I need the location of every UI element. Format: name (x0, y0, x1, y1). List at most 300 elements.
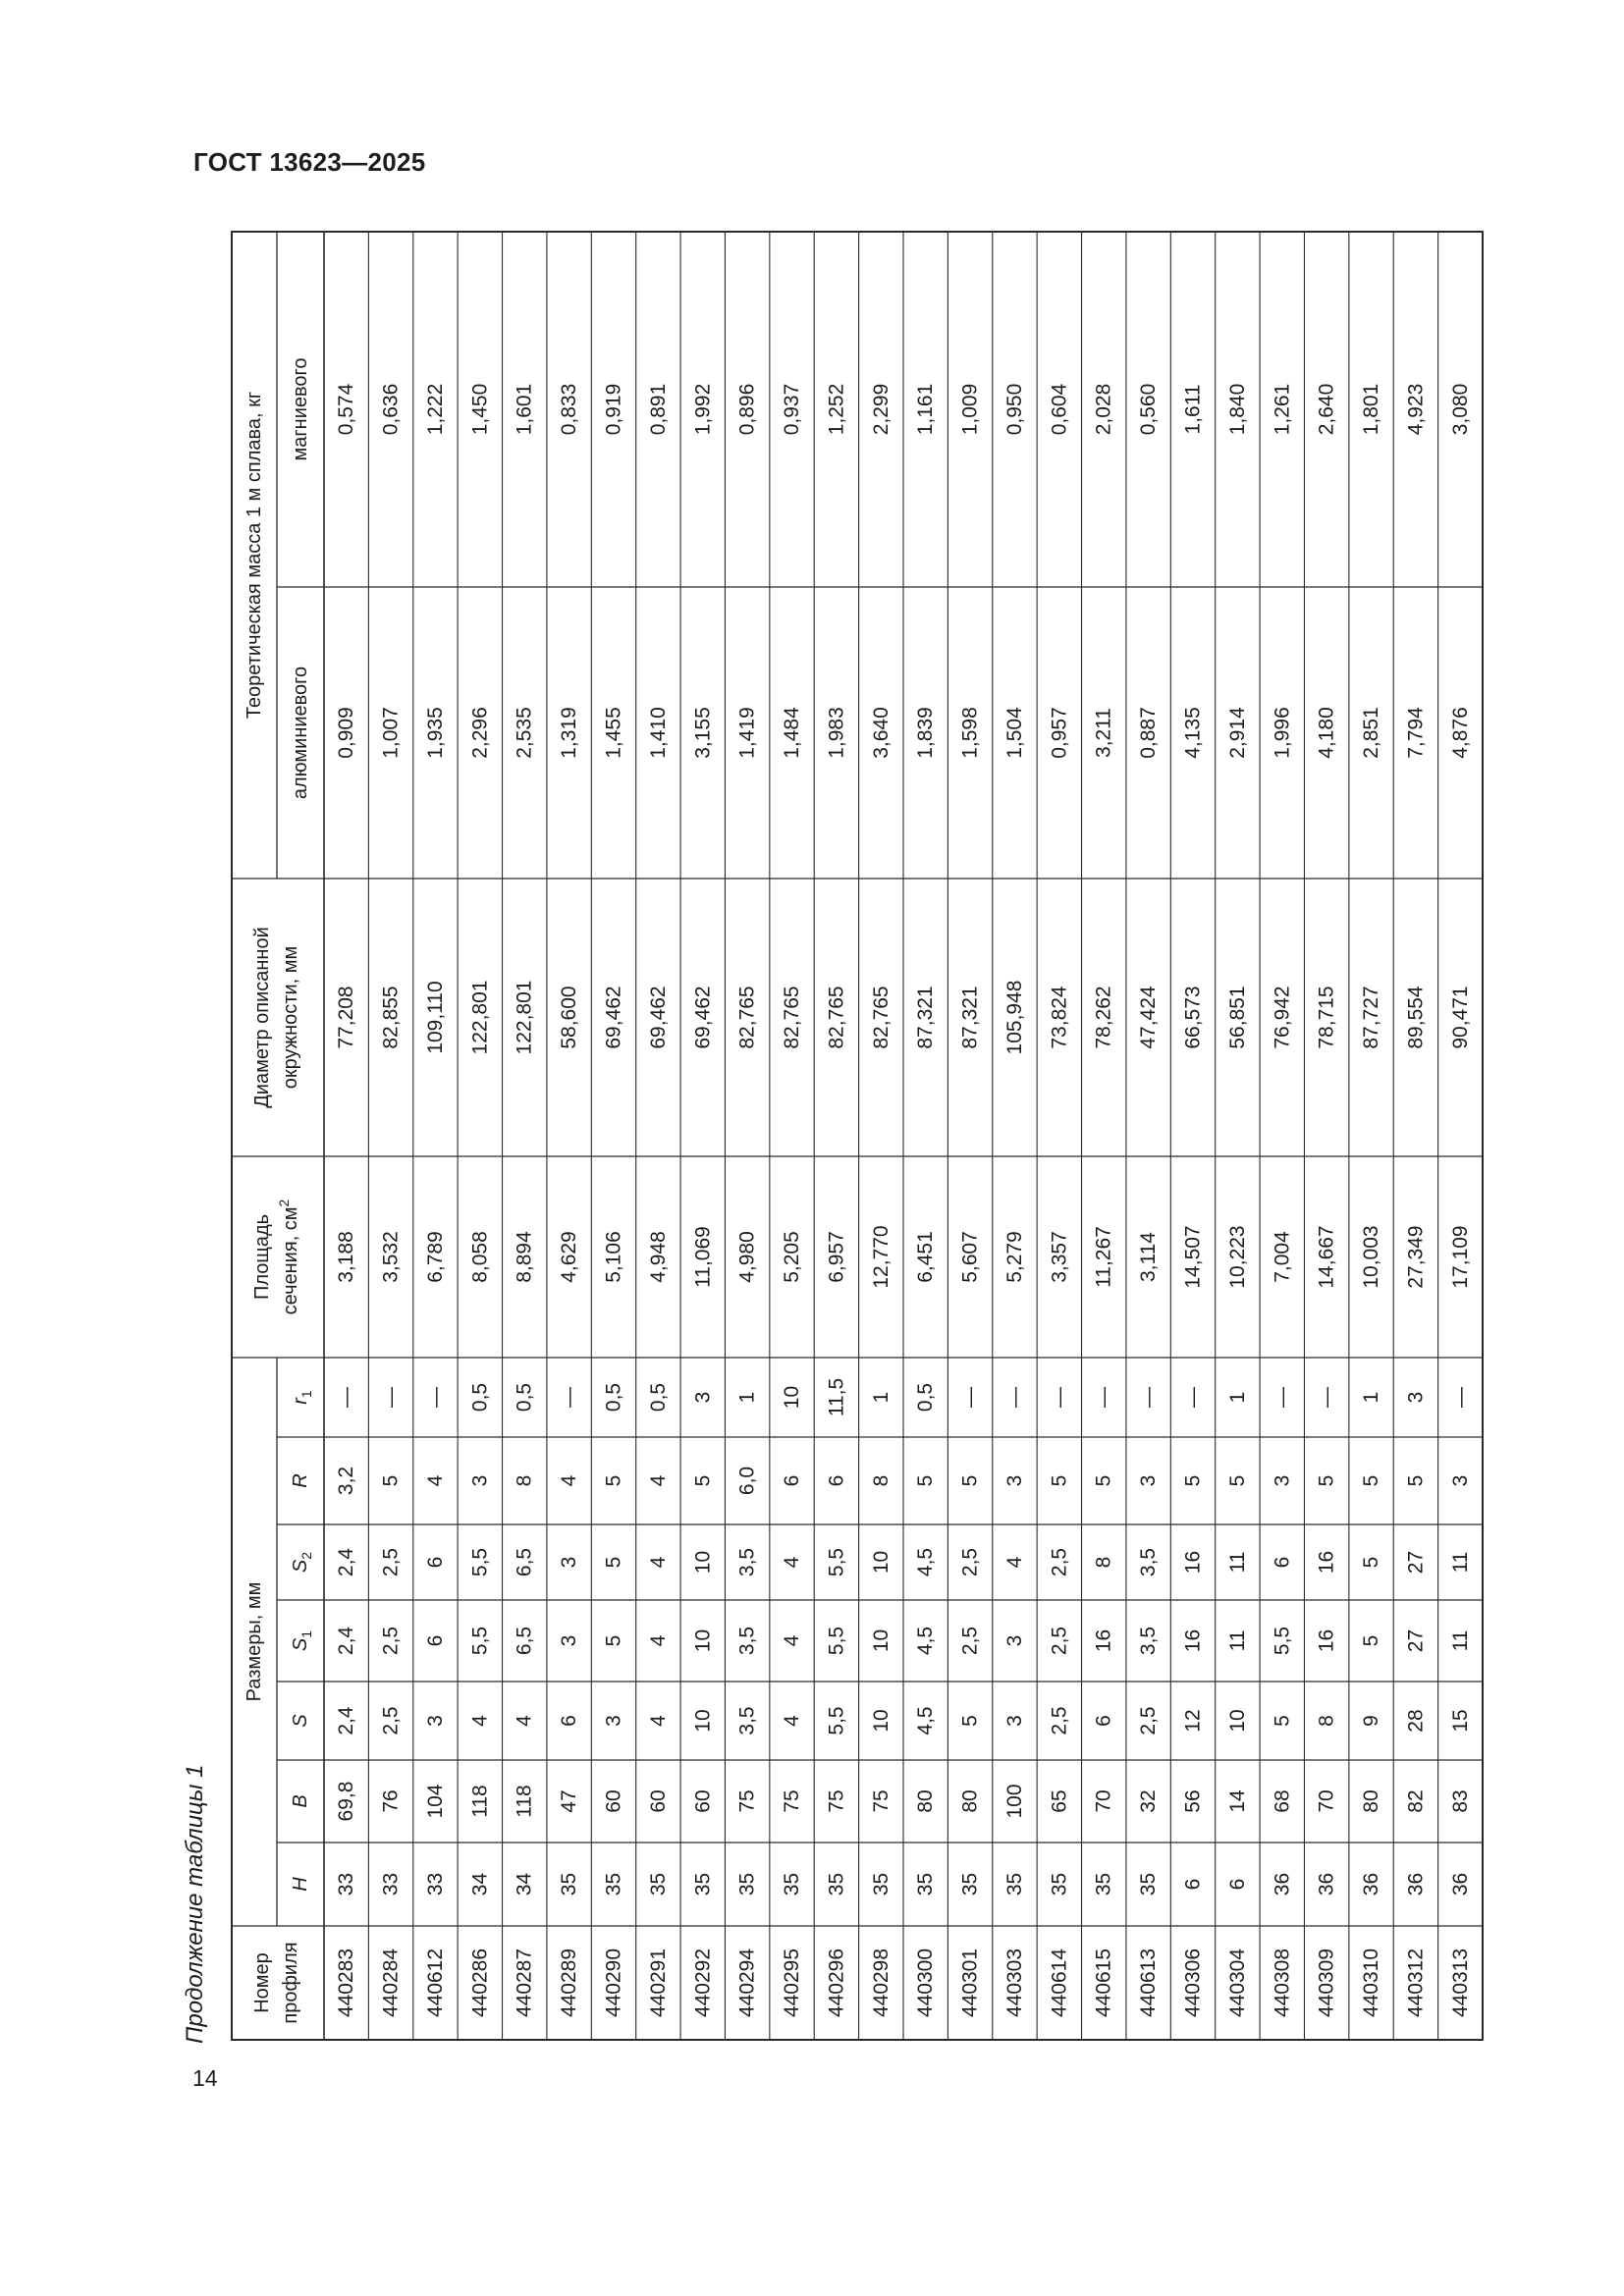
cell-B: 56 (1181, 1789, 1205, 1813)
cell-mass-aluminium: 1,504 (1002, 707, 1026, 759)
cell-H: 35 (1048, 1872, 1071, 1896)
cell-S2: 3 (558, 1556, 581, 1569)
header-diameter-line2: окружности, мм (280, 945, 301, 1090)
cell-profile-number: 440615 (1092, 1948, 1115, 2018)
cell-R: 3 (1271, 1474, 1294, 1487)
cell-S: 2,5 (1137, 1706, 1161, 1735)
header-r1 (290, 1390, 314, 1405)
cell-H: 34 (468, 1872, 492, 1896)
cell-B: 100 (1002, 1784, 1026, 1819)
cell-mass-aluminium: 2,851 (1360, 707, 1383, 759)
header-mass-aluminium: алюминиевого (290, 666, 311, 800)
cell-R: 5 (1404, 1474, 1428, 1487)
cell-area: 4,629 (558, 1231, 581, 1283)
cell-S2: 2,5 (379, 1547, 403, 1577)
cell-r1: 11,5 (825, 1377, 848, 1417)
cell-S1: 5,5 (825, 1626, 848, 1656)
cell-B: 75 (735, 1789, 759, 1813)
cell-S: 5,5 (825, 1706, 848, 1735)
cell-profile-number: 440296 (825, 1948, 848, 2018)
cell-R: 5 (691, 1474, 715, 1487)
cell-diameter: 82,765 (781, 986, 804, 1049)
cell-R: 5 (1181, 1474, 1205, 1487)
cell-H: 35 (691, 1872, 715, 1896)
cell-S2: 5 (602, 1556, 625, 1569)
cell-B: 104 (423, 1784, 447, 1819)
cell-diameter: 82,765 (735, 986, 759, 1049)
cell-S: 2,5 (379, 1706, 403, 1735)
cell-diameter: 82,765 (825, 986, 848, 1049)
page-number: 14 (192, 2065, 218, 2091)
cell-S: 10 (1225, 1709, 1249, 1733)
cell-area: 6,451 (914, 1231, 938, 1283)
cell-diameter: 58,600 (558, 986, 581, 1049)
cell-mass-magnesium: 1,992 (691, 383, 715, 436)
cell-B: 14 (1225, 1789, 1249, 1813)
header-r1-base: r (290, 1398, 311, 1405)
cell-S: 10 (869, 1709, 893, 1733)
cell-S: 3 (602, 1715, 625, 1727)
cell-r1: — (1315, 1387, 1338, 1408)
cell-mass-magnesium: 1,261 (1271, 383, 1294, 436)
cell-profile-number: 440612 (423, 1948, 447, 2018)
cell-mass-aluminium: 4,876 (1448, 707, 1472, 759)
cell-H: 35 (825, 1872, 848, 1896)
cell-S2: 6,5 (513, 1547, 536, 1577)
cell-mass-aluminium: 1,484 (781, 707, 804, 759)
cell-B: 75 (825, 1789, 848, 1813)
cell-area: 5,279 (1002, 1231, 1026, 1283)
cell-r1: 1 (1360, 1391, 1383, 1404)
cell-S1: 5 (602, 1634, 625, 1647)
cell-S2: 5,5 (825, 1547, 848, 1577)
cell-mass-magnesium: 0,891 (646, 383, 670, 436)
cell-mass-aluminium: 1,983 (825, 707, 848, 759)
cell-mass-magnesium: 0,896 (735, 383, 759, 436)
cell-area: 5,106 (602, 1231, 625, 1283)
cell-area: 14,507 (1181, 1225, 1205, 1289)
cell-S1: 2,5 (958, 1626, 982, 1656)
cell-mass-aluminium: 1,598 (958, 707, 982, 759)
cell-r1: — (1092, 1387, 1115, 1408)
cell-B: 80 (958, 1789, 982, 1813)
cell-diameter: 105,948 (1002, 980, 1026, 1055)
cell-area: 4,980 (735, 1231, 759, 1283)
cell-S: 15 (1448, 1709, 1472, 1733)
cell-mass-magnesium: 1,450 (468, 383, 492, 436)
cell-diameter: 82,765 (869, 986, 893, 1049)
cell-r1: 0,5 (646, 1382, 670, 1413)
cell-S: 3,5 (735, 1706, 759, 1735)
cell-S1: 5,5 (468, 1626, 492, 1656)
cell-B: 60 (646, 1789, 670, 1813)
cell-area: 6,789 (423, 1231, 447, 1283)
cell-H: 35 (869, 1872, 893, 1896)
cell-S: 2,5 (1048, 1706, 1071, 1735)
cell-area: 11,069 (691, 1226, 715, 1288)
cell-diameter: 56,851 (1225, 986, 1249, 1049)
cell-mass-aluminium: 1,996 (1271, 707, 1294, 759)
cell-S: 9 (1360, 1715, 1383, 1727)
cell-profile-number: 440301 (958, 1948, 982, 2018)
cell-S1: 3 (558, 1634, 581, 1647)
cell-S2: 4 (781, 1556, 804, 1569)
cell-mass-magnesium: 4,923 (1404, 383, 1428, 436)
cell-R: 8 (513, 1474, 536, 1487)
table-caption: Продолжение таблицы 1 (182, 1764, 208, 2044)
cell-mass-aluminium: 2,914 (1225, 707, 1249, 759)
cell-mass-magnesium: 0,560 (1137, 383, 1161, 436)
cell-H: 35 (646, 1872, 670, 1896)
cell-R: 6,0 (735, 1466, 759, 1496)
cell-mass-aluminium: 7,794 (1404, 707, 1428, 759)
cell-S2: 6 (1271, 1556, 1294, 1569)
cell-mass-magnesium: 1,801 (1360, 383, 1383, 436)
cell-S: 6 (1092, 1715, 1115, 1727)
document-header: ГОСТ 13623—2025 (193, 147, 426, 177)
cell-R: 6 (825, 1474, 848, 1487)
cell-r1: — (1137, 1387, 1161, 1408)
cell-profile-number: 440304 (1225, 1948, 1249, 2018)
cell-mass-aluminium: 2,535 (513, 707, 536, 759)
cell-diameter: 69,462 (691, 986, 715, 1049)
cell-profile-number: 440294 (735, 1948, 759, 2018)
cell-mass-magnesium: 0,833 (558, 383, 581, 436)
cell-B: 76 (379, 1789, 403, 1813)
cell-B: 70 (1315, 1789, 1338, 1813)
cell-H: 6 (1225, 1878, 1249, 1891)
cell-area: 8,058 (468, 1231, 492, 1283)
table-frame (232, 232, 1483, 2040)
cell-S2: 4,5 (914, 1547, 938, 1577)
header-B: B (290, 1794, 311, 1808)
cell-area: 3,357 (1048, 1231, 1071, 1283)
header-H: H (290, 1877, 311, 1892)
cell-R: 5 (1048, 1474, 1071, 1487)
cell-S2: 4 (646, 1556, 670, 1569)
cell-S: 4 (781, 1715, 804, 1727)
cell-S1: 4 (646, 1634, 670, 1647)
cell-H: 36 (1315, 1872, 1338, 1896)
cell-diameter: 109,110 (423, 981, 447, 1054)
cell-H: 36 (1360, 1872, 1383, 1896)
cell-profile-number: 440283 (335, 1948, 358, 2018)
cell-area: 12,770 (869, 1225, 893, 1289)
cell-profile-number: 440309 (1315, 1948, 1338, 2018)
cell-mass-magnesium: 0,937 (781, 383, 804, 436)
cell-S: 3 (1002, 1715, 1026, 1727)
cell-area: 5,205 (781, 1231, 804, 1283)
cell-S2: 16 (1315, 1550, 1338, 1575)
cell-profile-number: 440306 (1181, 1948, 1205, 2018)
cell-S: 5 (958, 1715, 982, 1727)
cell-B: 32 (1137, 1789, 1161, 1813)
cell-r1: — (1448, 1387, 1472, 1408)
cell-R: 4 (558, 1474, 581, 1487)
cell-area: 10,003 (1360, 1225, 1383, 1289)
cell-R: 5 (1092, 1474, 1115, 1487)
cell-mass-aluminium: 0,909 (335, 707, 358, 759)
header-S2-subscript: 2 (298, 1551, 314, 1560)
cell-H: 35 (558, 1872, 581, 1896)
cell-mass-magnesium: 2,640 (1315, 383, 1338, 436)
header-S2-base: S (290, 1559, 311, 1574)
cell-B: 69,8 (335, 1781, 358, 1822)
cell-mass-magnesium: 0,604 (1048, 383, 1071, 436)
cell-B: 118 (468, 1785, 492, 1818)
cell-r1: — (558, 1387, 581, 1408)
cell-H: 36 (1448, 1872, 1472, 1896)
cell-r1: — (1181, 1387, 1205, 1408)
cell-area: 3,532 (379, 1231, 403, 1283)
cell-mass-aluminium: 1,410 (646, 707, 670, 759)
cell-S2: 8 (1092, 1556, 1115, 1569)
cell-B: 82 (1404, 1789, 1428, 1813)
cell-r1: — (379, 1387, 403, 1408)
cell-area: 8,894 (513, 1231, 536, 1283)
cell-H: 35 (914, 1872, 938, 1896)
header-area-superscript: 2 (276, 1199, 292, 1207)
cell-profile-number: 440300 (914, 1948, 938, 2018)
cell-S: 2,4 (335, 1706, 358, 1735)
cell-diameter: 76,942 (1271, 986, 1294, 1049)
cell-S1: 2,4 (335, 1626, 358, 1656)
cell-S1: 16 (1315, 1629, 1338, 1653)
cell-R: 4 (646, 1474, 670, 1487)
cell-area: 3,188 (335, 1231, 358, 1283)
cell-r1: 10 (781, 1385, 804, 1410)
cell-r1: 0,5 (602, 1382, 625, 1413)
cell-R: 3 (1137, 1474, 1161, 1487)
header-area-line1: Площадь (251, 1213, 273, 1301)
cell-profile-number: 440289 (558, 1948, 581, 2018)
cell-diameter: 90,471 (1448, 986, 1472, 1049)
cell-profile-number: 440313 (1448, 1948, 1472, 2018)
cell-profile-number: 440312 (1404, 1948, 1428, 2018)
cell-S2: 10 (869, 1550, 893, 1575)
header-area-unit: сечения, см (280, 1206, 301, 1315)
cell-B: 118 (513, 1785, 536, 1818)
cell-H: 33 (379, 1872, 403, 1896)
cell-profile-number: 440308 (1271, 1948, 1294, 2018)
cell-R: 3,2 (335, 1466, 358, 1496)
cell-area: 10,223 (1225, 1225, 1249, 1289)
cell-S1: 11 (1225, 1629, 1249, 1652)
cell-S1: 5,5 (1271, 1626, 1294, 1656)
cell-S: 8 (1315, 1715, 1338, 1727)
cell-R: 8 (869, 1474, 893, 1487)
cell-r1: 1 (869, 1391, 893, 1404)
cell-S1: 11 (1448, 1629, 1472, 1652)
cell-H: 33 (335, 1872, 358, 1896)
cell-S1: 16 (1181, 1629, 1205, 1653)
cell-profile-number: 440286 (468, 1948, 492, 2018)
cell-mass-aluminium: 3,211 (1092, 708, 1115, 758)
cell-diameter: 78,715 (1315, 986, 1338, 1049)
cell-S2: 2,5 (958, 1547, 982, 1577)
cell-B: 47 (558, 1789, 581, 1813)
header-mass-magnesium: магниевого (290, 357, 311, 461)
cell-S1: 2,5 (1048, 1626, 1071, 1656)
cell-mass-aluminium: 2,296 (468, 707, 492, 759)
cell-r1: — (423, 1387, 447, 1408)
cell-B: 68 (1271, 1789, 1294, 1813)
cell-profile-number: 440298 (869, 1948, 893, 2018)
cell-diameter: 82,855 (379, 986, 403, 1049)
cell-S1: 27 (1404, 1629, 1428, 1653)
cell-area: 3,114 (1137, 1232, 1161, 1282)
cell-mass-aluminium: 3,640 (869, 707, 893, 759)
cell-S1: 2,5 (379, 1626, 403, 1656)
header-area-line2 (276, 1199, 301, 1314)
cell-mass-magnesium: 0,919 (602, 383, 625, 436)
cell-S2: 5,5 (468, 1547, 492, 1577)
cell-r1: — (335, 1387, 358, 1408)
cell-r1: — (1271, 1387, 1294, 1408)
cell-diameter: 89,554 (1404, 986, 1428, 1049)
cell-S1: 4 (781, 1634, 804, 1647)
cell-mass-aluminium: 3,155 (691, 707, 715, 759)
cell-S: 4 (468, 1715, 492, 1727)
cell-S1: 3,5 (1137, 1626, 1161, 1656)
cell-mass-magnesium: 3,080 (1448, 383, 1472, 436)
cell-H: 35 (735, 1872, 759, 1896)
cell-H: 35 (602, 1872, 625, 1896)
cell-B: 65 (1048, 1789, 1071, 1813)
header-R: R (290, 1473, 311, 1488)
cell-mass-magnesium: 1,840 (1225, 383, 1249, 436)
cell-S2: 3,5 (735, 1547, 759, 1577)
cell-H: 35 (1137, 1872, 1161, 1896)
cell-S: 5 (1271, 1715, 1294, 1727)
cell-diameter: 69,462 (602, 986, 625, 1049)
cell-profile-number: 440613 (1137, 1948, 1161, 2018)
cell-mass-magnesium: 1,601 (513, 383, 536, 436)
cell-profile-number: 440303 (1002, 1948, 1026, 2018)
header-diameter-line1: Диаметр описанной (251, 927, 273, 1108)
cell-profile-number: 440295 (781, 1948, 804, 2018)
cell-B: 83 (1448, 1789, 1472, 1813)
cell-diameter: 66,573 (1181, 986, 1205, 1049)
cell-diameter: 77,208 (335, 986, 358, 1049)
header-mass-group: Теоретическая масса 1 м сплава, кг (244, 391, 265, 720)
cell-r1: 0,5 (513, 1382, 536, 1413)
cell-profile-number: 440284 (379, 1948, 403, 2018)
cell-profile-number: 440287 (513, 1948, 536, 2018)
cell-S2: 10 (691, 1550, 715, 1575)
cell-R: 5 (602, 1474, 625, 1487)
cell-S2: 4 (1002, 1556, 1026, 1569)
cell-profile-number: 440310 (1360, 1948, 1383, 2018)
cell-S: 4 (646, 1715, 670, 1727)
cell-mass-aluminium: 1,319 (558, 707, 581, 759)
cell-S2: 2,5 (1048, 1547, 1071, 1577)
header-S2 (290, 1552, 314, 1573)
cell-mass-aluminium: 1,935 (423, 707, 447, 759)
cell-R: 5 (958, 1474, 982, 1487)
cell-H: 34 (513, 1872, 536, 1896)
cell-R: 5 (914, 1474, 938, 1487)
header-r1-subscript: 1 (298, 1390, 314, 1399)
cell-S1: 6,5 (513, 1626, 536, 1656)
cell-S2: 27 (1404, 1550, 1428, 1575)
cell-S1: 3,5 (735, 1626, 759, 1656)
cell-diameter: 47,424 (1137, 986, 1161, 1049)
header-S1 (290, 1630, 314, 1651)
cell-r1: 0,5 (914, 1382, 938, 1413)
cell-profile-number: 440614 (1048, 1948, 1071, 2018)
cell-diameter: 87,321 (914, 986, 938, 1049)
cell-mass-magnesium: 2,299 (869, 383, 893, 436)
cell-S: 10 (691, 1709, 715, 1733)
cell-B: 70 (1092, 1789, 1115, 1813)
header-number-line2: профиля (280, 1942, 301, 2024)
cell-r1: — (1048, 1387, 1071, 1408)
cell-diameter: 78,262 (1092, 986, 1115, 1049)
cell-mass-magnesium: 0,574 (335, 383, 358, 436)
cell-area: 11,267 (1092, 1226, 1115, 1288)
cell-S1: 16 (1092, 1629, 1115, 1653)
cell-diameter: 69,462 (646, 986, 670, 1049)
cell-mass-aluminium: 4,135 (1181, 707, 1205, 759)
cell-H: 6 (1181, 1878, 1205, 1891)
cell-S: 4 (513, 1715, 536, 1727)
cell-mass-magnesium: 0,950 (1002, 383, 1026, 436)
header-dims-group: Размеры, мм (244, 1581, 265, 1702)
cell-R: 3 (1448, 1474, 1472, 1487)
cell-diameter: 122,801 (513, 980, 536, 1055)
cell-profile-number: 440291 (646, 1948, 670, 2018)
cell-mass-aluminium: 1,455 (602, 707, 625, 759)
cell-r1: — (1002, 1387, 1026, 1408)
cell-mass-magnesium: 1,161 (914, 383, 938, 436)
cell-B: 80 (914, 1789, 938, 1813)
header-S1-base: S (290, 1637, 311, 1652)
cell-area: 17,109 (1448, 1225, 1472, 1289)
cell-R: 3 (468, 1474, 492, 1487)
cell-S2: 6 (423, 1556, 447, 1569)
cell-R: 5 (1360, 1474, 1383, 1487)
cell-mass-aluminium: 1,007 (379, 707, 403, 759)
cell-H: 35 (1002, 1872, 1026, 1896)
cell-S: 28 (1404, 1709, 1428, 1733)
cell-diameter: 87,727 (1360, 986, 1383, 1049)
cell-area: 7,004 (1271, 1231, 1294, 1283)
cell-R: 5 (379, 1474, 403, 1487)
cell-r1: 3 (1404, 1391, 1428, 1404)
cell-area: 5,607 (958, 1231, 982, 1283)
cell-mass-aluminium: 1,419 (735, 707, 759, 759)
cell-S1: 3 (1002, 1634, 1026, 1647)
cell-S2: 11 (1225, 1551, 1249, 1574)
cell-mass-aluminium: 1,839 (914, 707, 938, 759)
cell-R: 5 (1315, 1474, 1338, 1487)
cell-mass-aluminium: 4,180 (1315, 707, 1338, 759)
cell-S: 6 (558, 1715, 581, 1727)
cell-diameter: 122,801 (468, 980, 492, 1055)
cell-S2: 11 (1448, 1551, 1472, 1574)
cell-profile-number: 440292 (691, 1948, 715, 2018)
cell-R: 5 (1225, 1474, 1249, 1487)
cell-mass-magnesium: 1,252 (825, 383, 848, 436)
cell-R: 6 (781, 1474, 804, 1487)
cell-H: 35 (1092, 1872, 1115, 1896)
cell-area: 6,957 (825, 1231, 848, 1283)
cell-H: 36 (1271, 1872, 1294, 1896)
cell-S2: 3,5 (1137, 1547, 1161, 1577)
cell-R: 3 (1002, 1474, 1026, 1487)
cell-B: 80 (1360, 1789, 1383, 1813)
